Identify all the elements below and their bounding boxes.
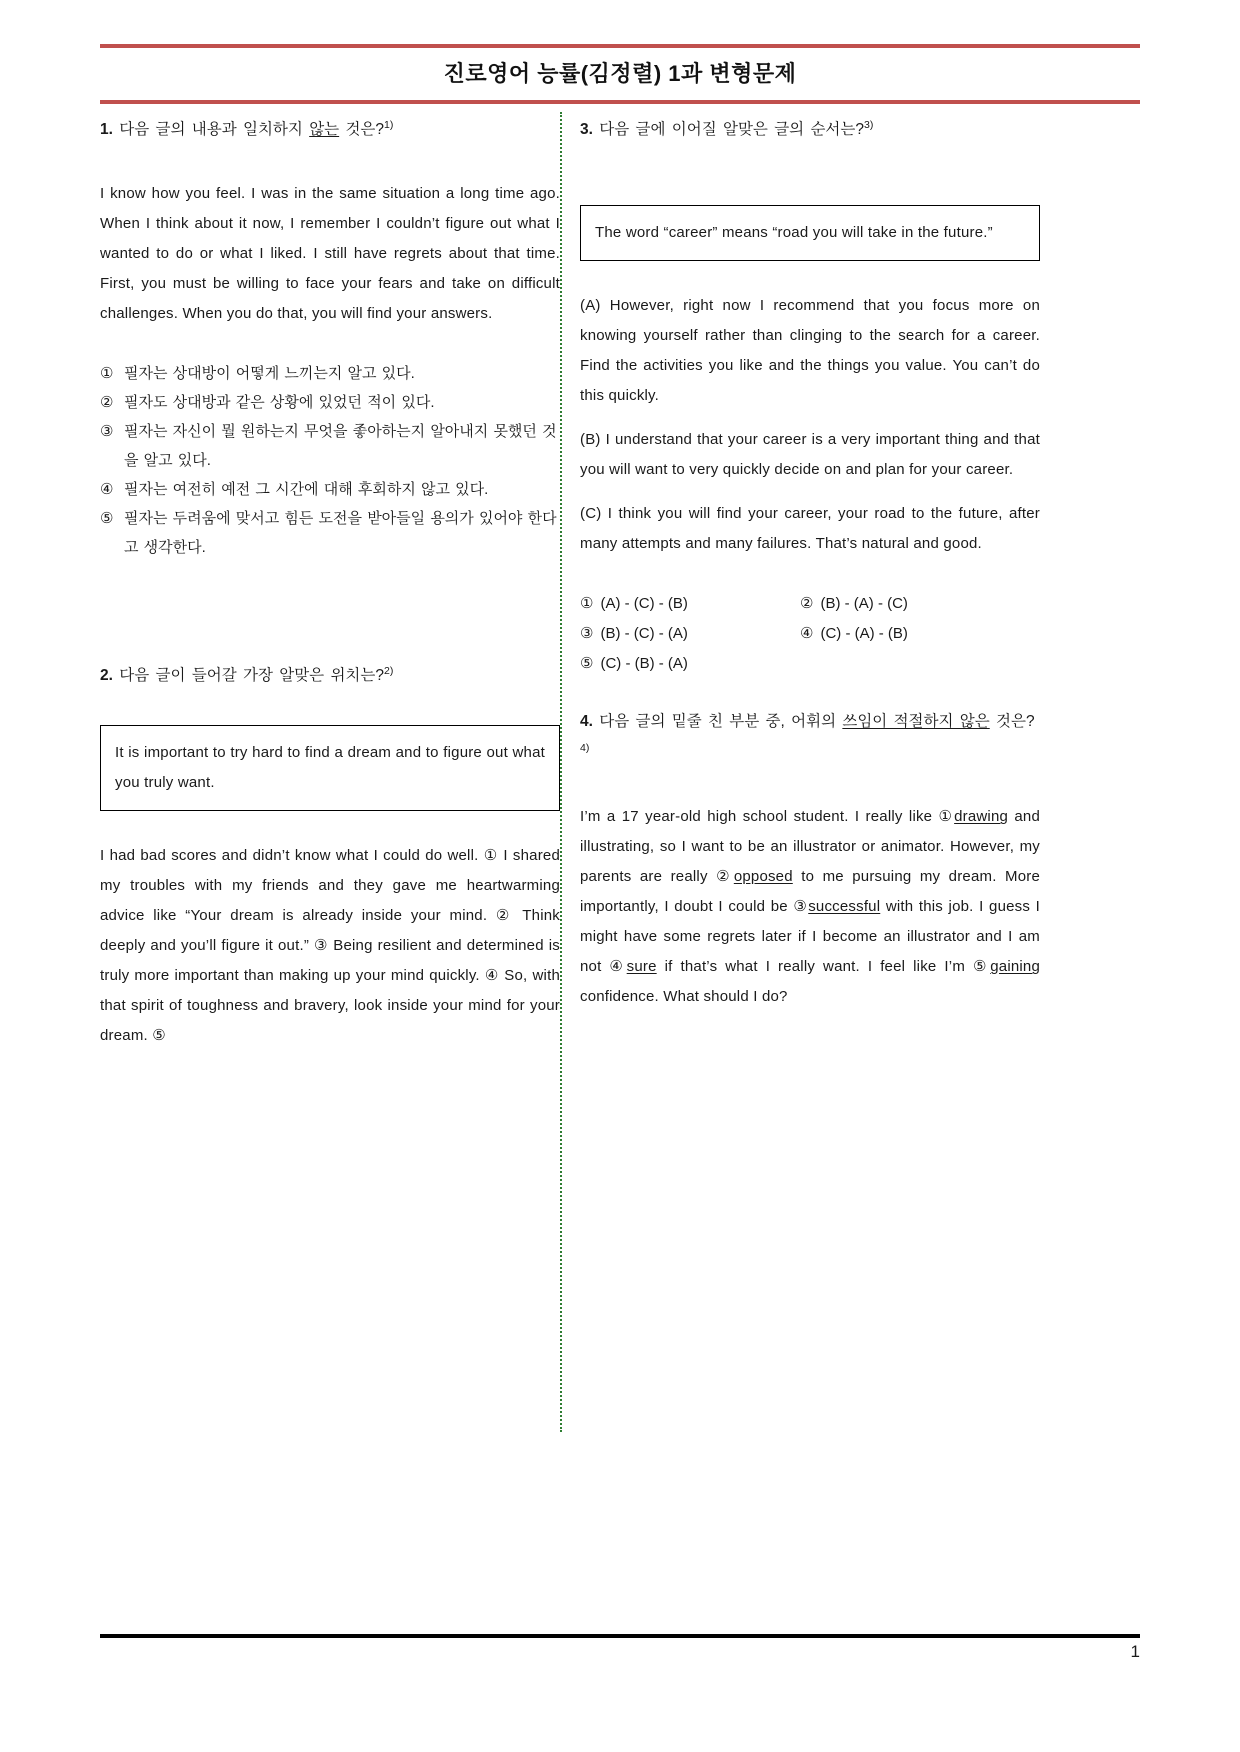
question-3-paragraph-c: (C) I think you will find your career, your road to the future, after many attempts and many failures. That’s natural and good.	[580, 505, 1040, 553]
question-3-boxed-text: The word “career” means “road you will take in the future.”	[580, 205, 1040, 261]
choices-grid-filler	[800, 649, 1040, 679]
question-4-prompt-after: 것은?	[989, 713, 1035, 731]
choice-item[interactable]	[580, 589, 800, 619]
vocabulary-underlined: sure	[626, 958, 657, 976]
passage-text: to me pursuing my dream. More importantly, I doubt I could be ③	[580, 868, 1040, 916]
question-3	[580, 112, 1040, 679]
question-4-prompt-before: 다음 글의 밑줄 친 부분 중, 어휘의	[592, 713, 843, 731]
passage-text: I’m a 17 year-old high school student. I really like ①	[580, 808, 955, 826]
question-2-heading	[100, 658, 560, 689]
page-title: 진로영어 능률(김정렬) 1과 변형문제	[443, 61, 797, 86]
question-3-paragraph-b: (B) I understand that your career is a very important thing and that you will want to very quickly decide on and plan for your career.	[580, 431, 1040, 479]
question-4	[580, 709, 1040, 1012]
question-3-paragraph-a: (A) However, right now I recommend that you focus more on knowing yourself rather than clinging to the search for a career. Find the activities you like and the things you value. You can’t do this quickly.	[580, 297, 1040, 405]
choice-label: 필자는 상대방이 어떻게 느끼는지 알고 있다.	[124, 365, 415, 383]
choice-item[interactable]	[100, 504, 560, 562]
footer-rule	[100, 1634, 1140, 1638]
spacer	[580, 485, 1040, 499]
choice-marker: ①	[100, 365, 114, 383]
choice-label: (B) - (C) - (A)	[600, 625, 688, 643]
choice-item[interactable]	[100, 388, 560, 417]
passage-text: confidence. What should I do?	[580, 988, 788, 1006]
choice-item[interactable]	[580, 619, 800, 649]
choice-marker: ④	[100, 481, 114, 499]
choice-label: (A) - (C) - (B)	[600, 595, 688, 613]
question-1-prompt-before: 다음 글의 내용과 일치하지	[112, 121, 310, 139]
choice-marker: ②	[800, 595, 814, 613]
choice-item[interactable]	[800, 589, 1040, 619]
spacer	[100, 811, 560, 841]
question-3-footnote: 3)	[864, 119, 874, 131]
choice-item[interactable]	[800, 619, 1040, 649]
question-4-number: 4.	[580, 713, 593, 731]
question-4-prompt-underlined: 쓰임이 적절하지 않은	[842, 713, 990, 731]
choice-item[interactable]	[580, 649, 800, 679]
question-4-footnote: 4)	[580, 742, 590, 755]
question-2-footnote: 2)	[384, 665, 394, 678]
question-2-prompt: 다음 글이 들어갈 가장 알맞은 위치는?	[112, 667, 384, 685]
question-2	[100, 658, 560, 1051]
question-3-heading	[580, 112, 1040, 143]
choice-label: (C) - (A) - (B)	[820, 625, 908, 643]
spacer	[580, 149, 1040, 205]
column-divider	[560, 112, 562, 1432]
choice-marker: ③	[100, 423, 114, 441]
choice-marker: ①	[580, 595, 594, 613]
choice-label: (B) - (A) - (C)	[820, 595, 908, 613]
question-4-heading	[580, 709, 1040, 766]
spacer	[100, 329, 560, 359]
header-rule-bottom	[100, 100, 1140, 104]
question-3-choices	[580, 589, 1040, 679]
choice-marker: ④	[800, 625, 814, 643]
question-1-heading	[100, 112, 560, 143]
question-2-boxed-text: It is important to try hard to find a dream and to figure out what you truly want.	[100, 725, 560, 811]
choice-label: 필자는 자신이 뭘 원하는지 무엇을 좋아하는지 알아내지 못했던 것을 알고 있다.	[124, 423, 557, 470]
choice-label: 필자는 두려움에 맞서고 힘든 도전을 받아들일 용의가 있어야 한다고 생각한다.	[124, 510, 557, 557]
page-number: 1	[1130, 1642, 1140, 1661]
question-1	[100, 112, 560, 562]
question-1-prompt-underlined: 않는	[309, 121, 340, 139]
passage-text: and illustrating, so I want to be an illustrator or animator. However, my parents are really ②	[580, 808, 1040, 886]
spacer	[100, 149, 560, 179]
choice-marker: ⑤	[100, 510, 114, 528]
vocabulary-underlined: gaining	[990, 958, 1041, 976]
spacer	[580, 411, 1040, 425]
question-1-choices	[100, 359, 560, 562]
left-column	[100, 112, 560, 1051]
question-1-footnote: 1)	[384, 119, 394, 131]
choice-label: 필자는 여전히 예전 그 시간에 대해 후회하지 않고 있다.	[124, 481, 489, 499]
vocabulary-underlined: successful	[808, 898, 881, 916]
question-1-passage: I know how you feel. I was in the same situation a long time ago. When I think about it now, I remember I couldn’t figure out what I wanted to do or what I liked. I still have regrets about that time. First, you must be willing to face your fears and take on difficult challenges. When you do that, you will find your answers.	[100, 185, 560, 323]
question-1-number: 1.	[100, 121, 113, 139]
passage-text: with this job. I guess I might have some regrets later if I become an illustrator and I am not ④	[580, 898, 1040, 976]
spacer	[580, 261, 1040, 291]
vocabulary-underlined: drawing	[954, 808, 1009, 826]
question-3-prompt: 다음 글에 이어질 알맞은 글의 순서는?	[592, 121, 864, 139]
choice-item[interactable]	[100, 359, 560, 388]
question-3-number: 3.	[580, 121, 593, 139]
choice-marker: ②	[100, 394, 114, 412]
choice-item[interactable]	[100, 475, 560, 504]
choice-label: (C) - (B) - (A)	[600, 655, 688, 673]
spacer	[100, 562, 560, 658]
spacer	[580, 679, 1040, 709]
question-2-passage: I had bad scores and didn’t know what I could do well. ① I shared my troubles with my friends and they gave me heartwarming advice like “Your dream is already inside your mind. ② Think deeply and you’ll figure it out.” ③ Being resilient and determined is truly more important than making up your mind quickly. ④ So, with that spirit of toughness and bravery, look inside your mind for your dream. ⑤	[100, 847, 560, 1045]
spacer	[580, 559, 1040, 589]
question-4-passage	[580, 802, 1040, 1012]
right-column	[580, 112, 1040, 1012]
spacer	[100, 695, 560, 725]
spacer	[580, 772, 1040, 802]
question-1-prompt-after: 것은?	[339, 121, 385, 139]
vocabulary-underlined: opposed	[733, 868, 793, 886]
passage-text: if that’s what I really want. I feel like I’m ⑤	[656, 958, 991, 976]
choice-marker: ⑤	[580, 655, 594, 673]
header-rule-top	[100, 44, 1140, 48]
choice-label: 필자도 상대방과 같은 상황에 있었던 적이 있다.	[124, 394, 435, 412]
choice-item[interactable]	[100, 417, 560, 475]
choice-marker: ③	[580, 625, 594, 643]
question-2-number: 2.	[100, 667, 113, 685]
